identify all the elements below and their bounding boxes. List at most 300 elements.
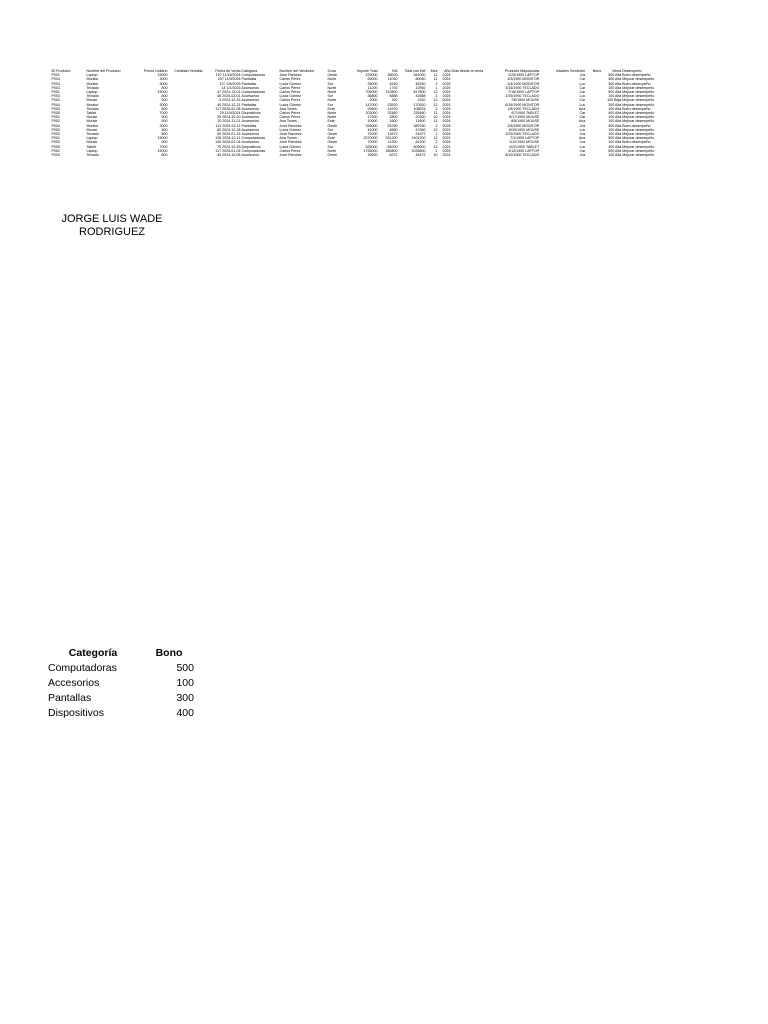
table-cell: 300 Alta [608,81,622,86]
table-cell: Teclado [86,153,99,158]
table-cell: Mejorar desempeño [622,90,655,95]
table-cell: Jos [579,123,586,128]
table-cell: Norte [327,115,337,120]
table-cell: 36000 [387,73,398,78]
table-cell: Este [327,119,335,124]
table-cell: Oeste [327,140,338,145]
table-cell: 11 [433,73,438,78]
table-cell: 2 [435,81,438,86]
table-cell: Mouse [86,127,98,132]
table-cell: Este [327,106,335,111]
table-cell: 2024 [442,98,451,103]
table-cell: 12 [433,102,438,107]
table-cell: Oeste [327,153,338,158]
table-cell: 6/16/1900 MONITOR [505,102,540,107]
table-cell: 20300 [415,115,426,120]
table-cell: P004 [51,102,60,107]
table-cell: 261000 [413,73,426,78]
table-cell: 2025 [442,132,451,137]
table-cell: 1 [435,148,438,153]
table-cell: Mejorar desempeño [622,115,655,120]
table-cell: 300 Alta [608,77,622,82]
table-cell: 2025 [442,140,451,145]
table-cell: P002 [51,98,60,103]
table-cell: 500 Alta [608,90,622,95]
table-cell: 36800 [367,94,378,99]
table-cell: Jos [579,132,586,137]
table-cell: Mejorar desempeño [622,85,655,90]
table-cell: 2025 [442,148,451,153]
table-cell: Mouse [86,140,98,145]
table-cell: 117 2025-01-04 [215,148,241,153]
table-cell: 2024 [442,102,451,107]
table-cell: 8/5/1900 MOUSE [511,119,540,124]
table-cell: Luc [579,81,586,86]
table-cell: Norte [327,90,337,95]
table-cell: Mejorar desempeño [622,98,655,103]
table-cell: Mejorar desempeño [622,119,655,124]
column-header: IVA [391,69,398,73]
table-cell: Computadoras [241,136,266,141]
table-cell: 11600 [415,119,426,124]
table-cell: 10 [433,153,438,158]
table-cell: P004 [51,77,60,82]
table-cell: Car [579,90,586,95]
table-cell: Ana Torres [279,106,297,111]
column-header: Bono [592,69,602,73]
table-cell: 91872 [415,132,426,137]
table-cell: 6560 [389,127,398,132]
table-cell: Teclado [86,94,99,99]
table-cell: Computadoras [241,90,266,95]
table-cell: 46 2025-02-01 [217,94,241,99]
column-header: Categoría [241,69,258,73]
table-cell: P002 [51,119,60,124]
table-cell: Mejorar desempeño [622,144,655,149]
table-cell: 500 Alta [608,73,622,78]
column-header: Nombre del Vendedor [279,69,315,73]
table-cell: Norte [327,85,337,90]
table-cell: Mouse [86,98,98,103]
table-cell: Norte [327,111,337,116]
bonus-value-cell: 400 [176,707,194,719]
table-cell: 99 2025-01-16 [217,132,241,137]
table-cell: Ana Torres [279,119,297,124]
table-cell: 3000 [159,77,168,82]
bonus-category-cell: Computadoras [48,662,117,674]
table-cell: Pantallas [241,102,257,107]
table-cell: 15000 [157,73,168,78]
table-cell: 23? 11/9/2024 [217,77,241,82]
table-cell: 2024 [442,77,451,82]
table-cell: Teclado [86,106,99,111]
table-cell: Carlos Pérez [279,111,301,116]
table-cell: 42688 [415,94,426,99]
bonus-row [48,691,194,706]
table-cell: 14976 [387,106,398,111]
table-cell: 100 Alta [608,106,622,111]
table-cell: José Ramírez [279,132,302,137]
bonus-value-cell: 100 [176,677,194,689]
sales-data-table [51,69,664,157]
table-cell: 2 [435,123,438,128]
table-cell: 47560 [415,127,426,132]
column-header: Fecha de Venta [215,69,241,73]
column-header: ID Producto [51,69,71,73]
table-cell: Norte [327,98,337,103]
table-cell: 15000 [157,90,168,95]
table-cell: 2024 [442,144,451,149]
table-cell: 2035800 [411,148,426,153]
table-cell: Oeste [327,73,338,78]
table-cell: Laptop [86,73,98,78]
table-cell: Jos [579,153,586,158]
table-cell: 2070000 [363,136,378,141]
table-cell: Sur [327,144,334,149]
table-cell: 1/29/1900 TECLADO [505,132,540,137]
bonus-row [48,706,194,721]
table-cell: 225000 [365,73,378,78]
table-cell: 2/25/1900 LAPTOP [508,73,540,78]
table-cell: Mejorar desempeño [622,77,655,82]
table-cell: Mouse [86,119,98,124]
table-cell: P005 [51,111,60,116]
table-cell: Accesorios [241,153,260,158]
table-cell: 11200 [367,85,378,90]
table-cell: 389760 [413,123,426,128]
table-cell: 331200 [385,136,398,141]
table-cell: P002 [51,115,60,120]
table-cell [451,153,484,157]
table-cell: 70000 [367,140,378,145]
table-cell: Luc [579,144,586,149]
table-cell: Carlos Pérez [279,98,301,103]
table-cell: 800 [161,153,168,158]
table-cell: Carlos Pérez [279,148,301,153]
bonus-category-cell: Accesorios [48,677,100,689]
table-cell: 3000 [159,102,168,107]
column-header: Producto Mayúsculas [504,69,540,73]
table-cell: Dispositivos [241,144,261,149]
table-cell: Buen desempeño [622,106,651,111]
table-cell: 1600 [389,119,398,124]
table-cell: 81200 [415,140,426,145]
table-cell: 35 2024-10-20 [217,115,241,120]
table-cell: 705000 [365,90,378,95]
table-cell: Lucía Gómez [279,127,301,132]
table-cell: 12 [433,136,438,141]
table-cell: 45472 [415,153,426,158]
table-cell: Sur [327,94,334,99]
table-cell: 29 11/9/2024 [219,111,241,116]
table-cell: Luc [579,94,586,99]
column-header: Nombre del Producto [86,69,121,73]
table-cell: Teclado [86,132,99,137]
table-cell: 13? 2/8/2025 [219,81,241,86]
table-cell: 23520 [387,102,398,107]
table-cell: 10000 [367,119,378,124]
table-cell: P003 [51,132,60,137]
table-cell: 2 [435,140,438,145]
table-cell: Monitor [86,123,99,128]
column-header: Año [444,69,451,73]
table-cell: 2320 [417,98,426,103]
table-cell: 7000 [159,144,168,149]
bonus-row [48,661,194,676]
table-cell: 2025 [442,123,451,128]
table-row [51,153,664,157]
author-name-line-1: JORGE LUIS WADE [61,213,163,225]
table-cell: 100 Baja [607,98,622,103]
table-cell: José Ramírez [279,123,302,128]
table-cell: 8/17/1900 MOUSE [509,115,540,120]
table-cell: Accesorios [241,140,260,145]
table-cell: 12 [433,144,438,149]
bonus-value-cell: 500 [176,662,194,674]
table-cell: Mejorar desempeño [622,136,655,141]
table-cell: Mejorar desempeño [622,148,655,153]
table-cell: P001 [51,90,60,95]
table-cell: 1/4/1900 MONITOR [507,81,540,86]
column-header: Total con IVA [404,69,426,73]
table-cell: 4 2024-12-15 [219,98,241,103]
author-name [56,213,168,239]
table-cell: Accesorios [241,115,260,120]
table-cell: Car [579,115,586,120]
table-cell: 2024 [442,90,451,95]
table-cell: Monitor [86,77,99,82]
table-cell: 100 Alta [608,140,622,145]
table-cell: 2025 [442,81,451,86]
table-cell: P003 [51,94,60,99]
table-cell: 12992 [415,85,426,90]
table-cell: 4/3/1900 MONITOR [507,77,540,82]
table-cell: P002 [51,127,60,132]
table-cell: Sur [327,102,334,107]
table-cell: Ana Torres [279,136,297,141]
table-cell: Luc [579,102,586,107]
table-cell: Ana [578,136,586,141]
column-header: Días desde la venta [451,69,484,73]
table-cell: Pantallas [241,77,257,82]
table-cell: P003 [51,85,60,90]
table-cell: Ana [578,119,586,124]
table-cell: 6272 [389,153,398,158]
table-cell: 41000 [367,127,378,132]
bonus-value-cell: 300 [176,692,194,704]
table-cell: 112800 [385,90,398,95]
table-cell: 500 [161,119,168,124]
table-cell: Ana [578,106,586,111]
table-cell: Computadoras [241,73,266,78]
author-name-line-2: RODRIGUEZ [79,226,145,238]
table-cell: 7/1/1900 LAPTOP [510,136,540,141]
table-cell: 100 Alta [608,153,622,158]
table-cell: P002 [51,140,60,145]
table-cell: Mejorar desempeño [622,94,655,99]
table-cell: José Ramírez [279,73,302,78]
table-cell: Mejorar desempeño [622,111,655,116]
table-cell: Mejorar desempeño [622,127,655,132]
table-cell: 7000 [159,111,168,116]
bonus-category-cell: Dispositivos [48,707,105,719]
table-cell: 108576 [413,106,426,111]
table-cell: Carlos Pérez [279,90,301,95]
table-cell: P001 [51,136,60,141]
table-cell: Accesorios [241,127,260,132]
table-cell: 3000 [159,81,168,86]
table-cell: Accesorios [241,98,260,103]
table-cell: 300 Alta [608,123,622,128]
column-header: Precio Unitario [143,69,168,73]
table-cell: 500 [161,98,168,103]
table-cell: 53760 [387,123,398,128]
table-cell: 14 1/1/2025 [221,85,241,90]
table-cell: 147000 [365,102,378,107]
table-cell: Teclado [86,85,99,90]
table-cell: P001 [51,73,60,78]
table-cell: 4/7/1900 TABLET [511,111,540,116]
table-cell: 1/5/1900 MONITOR [507,123,540,128]
table-cell: 11 [433,111,438,116]
table-cell: 15000 [157,136,168,141]
table-cell: 17500 [367,115,378,120]
table-cell: 2024 [442,115,451,120]
table-cell: 500 Alta [608,136,622,141]
table-cell [168,153,203,157]
table-cell: 7/16/1900 LAPTOP [508,90,540,95]
table-cell: Carlos Pérez [279,85,301,90]
table-cell: 12672 [387,132,398,137]
table-cell: Accesorios [241,85,260,90]
table-cell: Monitor [86,81,99,86]
table-cell: 11040 [387,77,398,82]
table-cell: 39000 [367,81,378,86]
table-cell: 2024 [442,73,451,78]
table-cell: 336000 [365,123,378,128]
table-cell: 140 2025-02-04 [215,140,241,145]
table-cell: 2 [435,94,438,99]
bonus-category-cell: Pantallas [48,692,92,704]
table-cell: Accesorios [241,132,260,137]
table-cell: Lucía Gómez [279,144,301,149]
table-cell: Tablet [86,144,97,149]
table-cell: 400 Alta [608,144,622,149]
table-cell: 2 [435,106,438,111]
table-cell: 2024 [442,153,451,158]
table-cell: 112 2025-02-11 [215,123,241,128]
table-cell: Jos [579,73,586,78]
table-cell: 4/12/1900 LAPTOP [508,148,540,153]
table-cell: 100 Alta [608,85,622,90]
table-cell: P001 [51,148,60,153]
table-cell: 49 2024-10-08 [217,153,241,158]
table-cell: 100 Alta [608,127,622,132]
table-cell: 1792 [389,85,398,90]
table-cell: P003 [51,106,60,111]
table-cell: Buen desempeño [622,81,651,86]
table-cell: 12 [433,98,438,103]
table-cell: 10 [433,115,438,120]
table-cell: 11 [433,119,438,124]
table-cell: José Ramírez [279,153,302,158]
bonus-row [48,676,194,691]
bonus-lookup-table [48,646,194,721]
table-cell: 84000 [387,144,398,149]
table-cell: Laptop [86,90,98,95]
table-cell: 100 Alta [608,94,622,99]
table-cell: 800 [161,132,168,137]
table-cell: Mejorar desempeño [622,153,655,158]
table-cell: 15000 [157,148,168,153]
table-cell: 15? 11/15/2024 [215,73,241,78]
table-cell: Carlos Pérez [279,115,301,120]
table-cell: 8/29/1900 MOUSE [509,127,540,132]
table-cell: Accesorios [241,94,260,99]
table-cell: Lucía Gómez [279,94,301,99]
table-cell: 82 2024-12-28 [217,127,241,132]
table-cell: Buen desempeño [622,140,651,145]
table-cell: Car [579,85,586,90]
table-cell: 11 [433,77,438,82]
table-cell: 8/19/1900 TECLADO [505,153,540,158]
column-header: Mes [430,69,438,73]
table-cell: 100 Alta [608,119,622,124]
category-header: Categoría [68,647,118,659]
table-cell: Jos [579,140,586,145]
table-cell: 2025 [442,106,451,111]
column-header: Importe Total [356,69,378,73]
table-cell: 400 Alta [608,111,622,116]
table-cell: 93600 [367,106,378,111]
table-cell: 39200 [367,153,378,158]
table-cell: Oeste [327,132,338,137]
table-cell: Accesorios [241,119,260,124]
table-cell: 2800 [389,115,398,120]
table-cell: Laptop [86,148,98,153]
table-cell: 11200 [387,140,398,145]
table-body [51,73,664,157]
table-cell: 138 2024-12-11 [215,136,241,141]
column-header: Desempeño [622,69,642,73]
table-cell: Dispositivos [241,111,261,116]
table-cell: 117 2025-02-08 [215,106,241,111]
table-cell: 69000 [367,77,378,82]
table-cell: P005 [51,144,60,149]
table-cell: 1/8/1900 TECLADO [507,106,540,111]
table-cell: Buen desempeño [622,123,651,128]
table-cell: 609000 [413,144,426,149]
table-cell: Mejorar desempeño [622,102,655,107]
table-cell: 7/6/1900 MOUSE [511,98,540,103]
table-cell: 20 2024-11-21 [217,119,241,124]
table-cell: P004 [51,81,60,86]
table-cell: Este [327,136,335,141]
bonus-header-row [48,646,194,661]
table-cell: 280800 [385,148,398,153]
table-cell: 100 Alta [608,115,622,120]
table-cell: Norte [327,148,337,153]
table-cell [586,153,602,157]
table-cell: 800 [161,94,168,99]
table-cell: 800 [161,106,168,111]
table-cell: 2025 [442,94,451,99]
table-cell: 2024 [442,119,451,124]
table-cell: Lucía Gómez [279,81,301,86]
table-cell: Carlos Pérez [279,77,301,82]
bonus-header: Bono [155,647,183,659]
table-cell: 45240 [415,81,426,86]
